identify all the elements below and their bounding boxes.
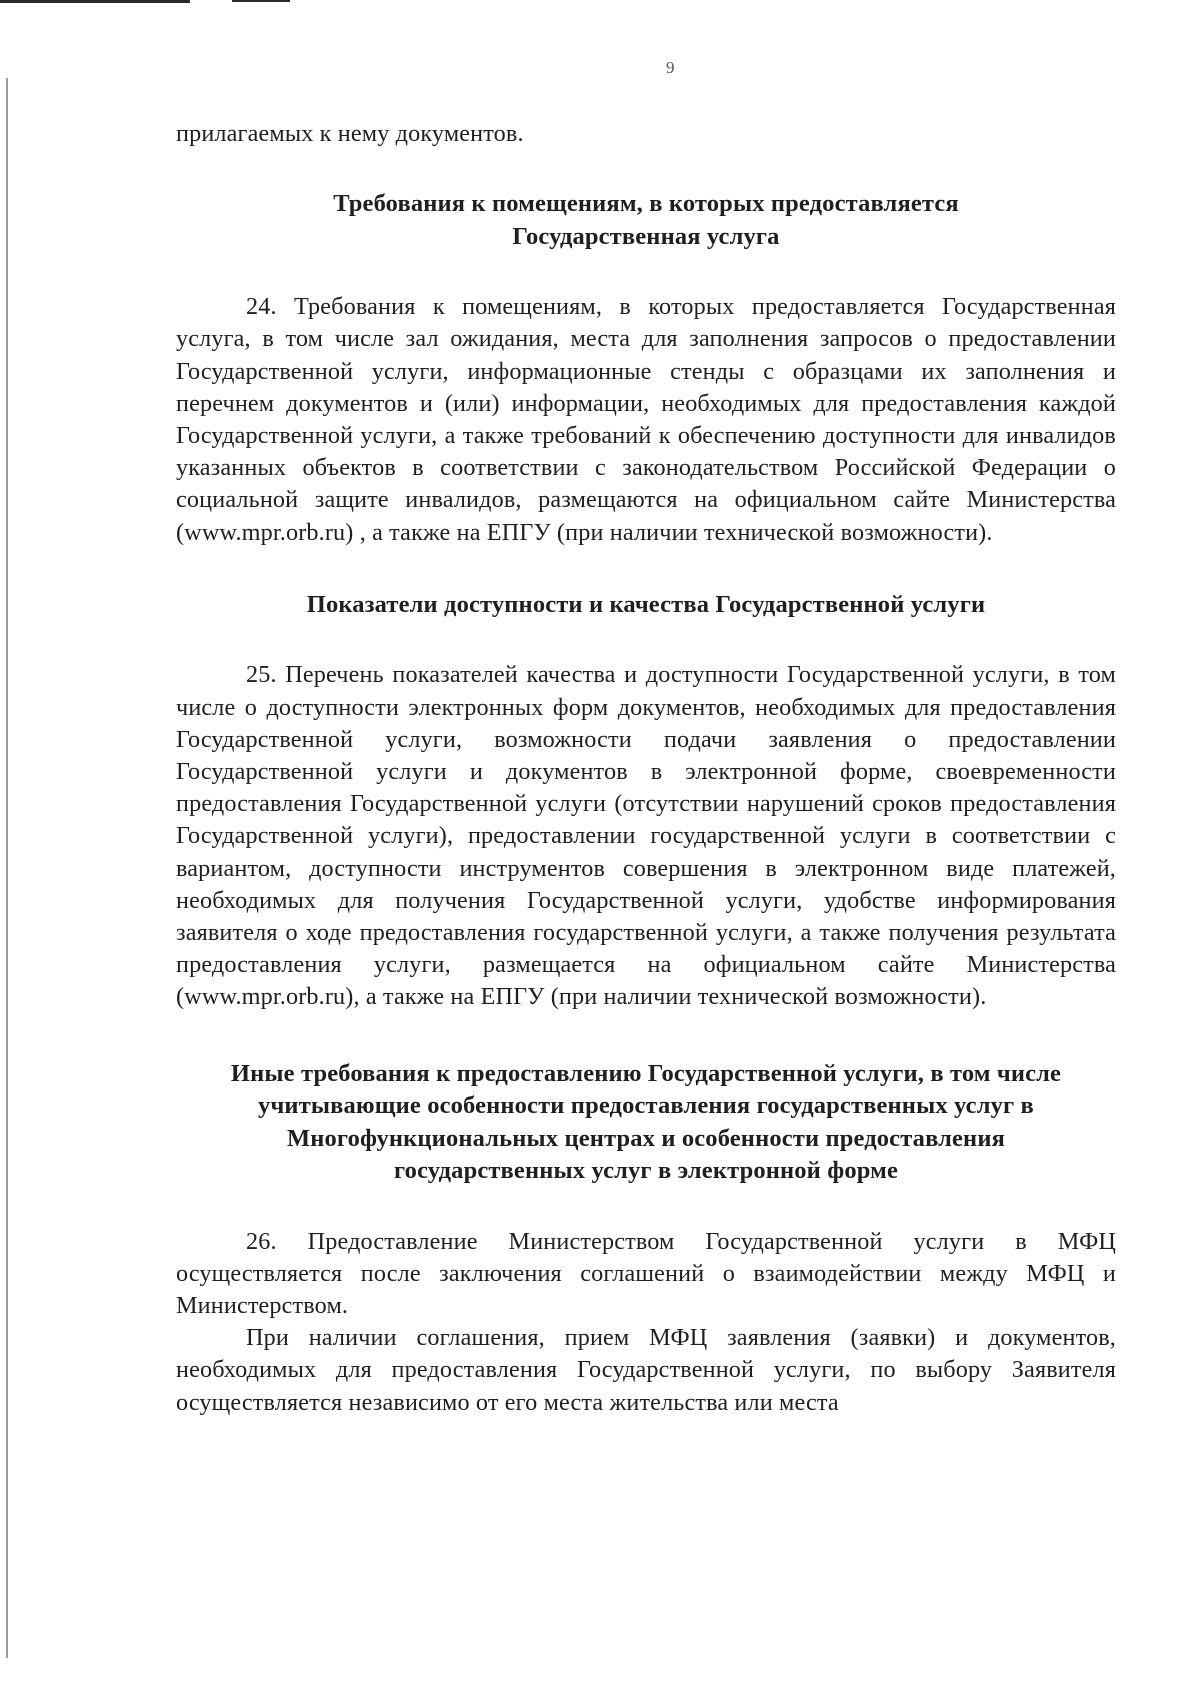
paragraph-24: 24. Требования к помещениям, в которых предоставляется Государственная услуга, в том числе зал ожидания, места для заполнения запросов о предоставлении Государственной услуги, информационные стенды с образцами их заполнения и перечнем документов и (или) информации, необходимых для предоставления каждой Государственной услуги, а также требований к обеспечению доступности для инвалидов указанных объектов в соответствии с законодательством Российской Федерации о социальной защите инвалидов, размещаются на официальном сайте Министерства (www.mpr.orb.ru) , а также на ЕПГУ (при наличии технической возможности).: [176, 293, 1116, 546]
heading-indicators: Показатели доступности и качества Государственной услуги: [306, 590, 986, 618]
page-number: 9: [666, 58, 675, 77]
intro-fragment: прилагаемых к нему документов.: [176, 120, 524, 147]
scan-border-top-fragment: [232, 0, 290, 2]
scan-border-top: [0, 0, 190, 3]
scan-border-left: [6, 78, 8, 1658]
paragraph-25: 25. Перечень показателей качества и доступности Государственной услуги, в том числе о доступности электронных форм документов, необходимых для предоставления Государственной услуги, возможности подачи заявления о предоставлении Государственной услуги и документов в электронной форме, своевременности предоставления Государственной услуги (отсутствии нарушений сроков предоставления Государственной услуги), предоставлении государственной услуги в соответствии с вариантом, доступности инструментов совершения в электронном виде платежей, необходимых для получения Государственной услуги, удобстве информирования заявителя о ходе предоставления государственной услуги, а также получения результата предоставления услуги, размещается на официальном сайте Министерства (www.mpr.orb.ru), а также на ЕПГУ (при наличии технической возможности).: [176, 661, 1116, 1011]
document-body: [176, 118, 1116, 1419]
paragraph-26-continued: При наличии соглашения, прием МФЦ заявления (заявки) и документов, необходимых для предоставления Государственной услуги, по выбору Заявителя осуществляется независимо от его места жительства или места: [176, 1324, 1116, 1416]
heading-premises: Требования к помещениям, в которых предоставляется Государственная услуга: [333, 190, 959, 250]
heading-other-requirements: Иные требования к предоставлению Государственной услуги, в том числе учитывающие особенности предоставления государственных услуг в Многофункциональных центрах и особенности предоставления государственных услуг в электронной форме: [230, 1059, 1062, 1185]
paragraph-26: 26. Предоставление Министерством Государственной услуги в МФЦ осуществляется после заключения соглашений о взаимодействии между МФЦ и Министерством.: [176, 1227, 1116, 1319]
